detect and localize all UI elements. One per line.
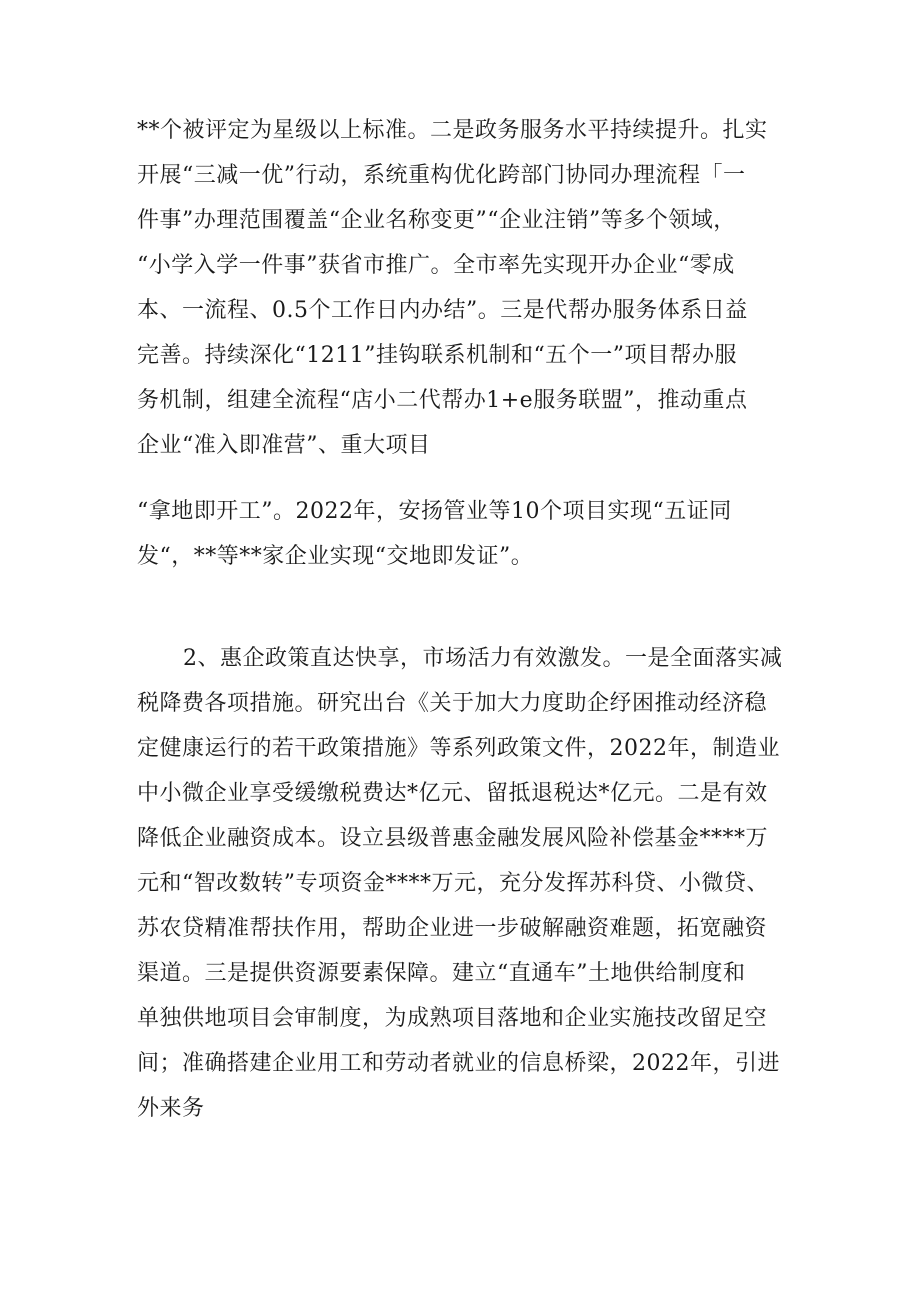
paragraph-2-line: 渠道。三是提供资源要素保障。建立“直通车”土地供给制度和	[137, 961, 746, 986]
paragraph-1-line: “拿地即开工”。2022年，安扬管业等10个项目实现“五证同	[137, 499, 732, 524]
paragraph-2-line: 降低企业融资成本。设立县级普惠金融发展风险补偿基金****万	[137, 826, 769, 851]
paragraph-2-line: 元和“智改数转”专项资金****万元，充分发挥苏科贷、小微贷、	[137, 871, 769, 896]
paragraph-1-line: 开展“三减一优”行动，系统重构优化跨部门协同办理流程「一	[137, 163, 746, 188]
paragraph-2-line: 间；准确搭建企业用工和劳动者就业的信息桥梁，2022年，引进	[137, 1051, 780, 1076]
paragraph-2-line: 单独供地项目会审制度，为成熟项目落地和企业实施技改留足空	[137, 1006, 768, 1031]
paragraph-2-line: 外来务	[137, 1096, 205, 1121]
paragraph-1-line: **个被评定为星级以上标准。二是政务服务水平持续提升。扎实	[137, 118, 768, 143]
paragraph-2-line: 2、惠企政策直达快享，市场活力有效激发。一是全面落实减	[183, 646, 783, 671]
paragraph-1-line: “小学入学一件事”获省市推广。全市率先实现开办企业“零成	[137, 253, 735, 278]
paragraph-2-line: 定健康运行的若干政策措施》等系列政策文件，2022年，制造业	[137, 736, 780, 761]
paragraph-1-line: 发“，**等**家企业实现“交地即发证”。	[137, 544, 534, 569]
paragraph-1-line: 完善。持续深化“1211”挂钩联系机制和“五个一”项目帮办服	[137, 343, 737, 368]
paragraph-1-line: 务机制，组建全流程“店小二代帮办1+e服务联盟”，推动重点	[137, 388, 748, 413]
paragraph-2-line: 中小微企业享受缓缴税费达*亿元、留抵退税达*亿元。二是有效	[137, 781, 768, 806]
paragraph-1-line: 企业“准入即准营”、重大项目	[137, 433, 431, 458]
paragraph-1-line: 件事”办理范围覆盖“企业名称变更”“企业注销”等多个领域，	[137, 208, 736, 233]
paragraph-2-line: 税降费各项措施。研究出台《关于加大力度助企纾困推动经济稳	[137, 691, 768, 716]
paragraph-1-line: 本、一流程、0.5个工作日内办结”。三是代帮办服务体系日益	[137, 298, 748, 323]
paragraph-2-line: 苏农贷精准帮扶作用，帮助企业进一步破解融资难题，拓宽融资	[137, 916, 768, 941]
